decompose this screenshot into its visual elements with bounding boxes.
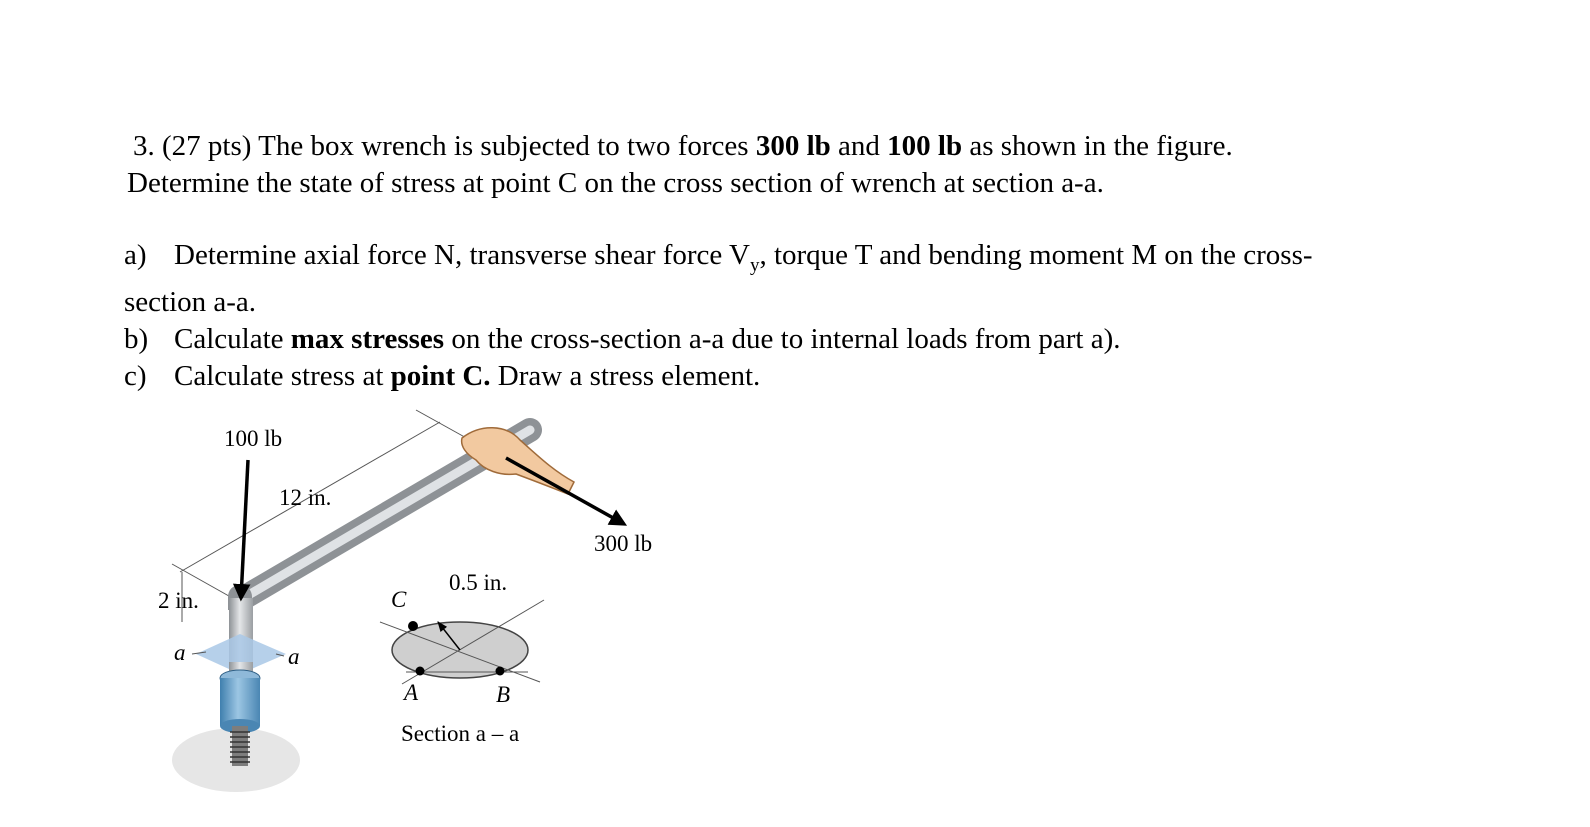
question-b-pre: Calculate <box>174 322 291 355</box>
question-a-text-post: , torque T and bending moment M on the cross- <box>759 239 1313 271</box>
label-point-c: C <box>391 587 407 612</box>
label-section-a-right: a <box>288 644 300 669</box>
dimension-extension-top <box>416 410 470 440</box>
problem-line-1 <box>127 128 1527 165</box>
hand-icon <box>462 428 574 494</box>
question-c <box>124 358 1524 395</box>
force-100-arrow <box>241 460 248 598</box>
force-300-bold: 300 lb <box>755 130 831 162</box>
label-300-lb: 300 lb <box>594 531 653 556</box>
question-c-pre: Calculate stress at <box>174 359 391 392</box>
question-b-post: on the cross-section a-a due to internal loads from part a). <box>444 322 1121 355</box>
force-300-arrow <box>506 458 624 524</box>
label-2-in: 2 in. <box>158 588 199 613</box>
point-c-marker <box>408 621 418 631</box>
wrench-drawing <box>0 400 720 820</box>
question-a <box>124 237 1524 284</box>
label-point-a: A <box>404 680 419 705</box>
figure-caption: Section a – a <box>401 721 520 746</box>
problem-text-and: and <box>830 130 888 162</box>
problem-text: 3. (27 pts) The box wrench is subjected to two forces <box>133 130 756 162</box>
question-b <box>124 321 1524 358</box>
question-b-text <box>174 321 1524 358</box>
problem-text-end: as shown in the figure. <box>962 130 1233 162</box>
max-stresses-bold: max stresses <box>290 322 445 355</box>
label-point-b: B <box>496 682 511 707</box>
label-0-5-in: 0.5 in. <box>449 570 508 595</box>
question-c-text <box>174 358 1524 395</box>
point-b-marker <box>496 667 505 676</box>
problem-line-2: Determine the state of stress at point C on the cross section of wrench at section a-a. <box>127 167 1104 199</box>
label-12-in: 12 in. <box>279 485 332 510</box>
point-c-bold: point C. <box>390 359 491 392</box>
bolt-thread-ridges <box>230 732 250 762</box>
socket-body <box>220 678 260 726</box>
label-section-a-left: a <box>174 640 186 665</box>
question-list <box>124 237 1524 395</box>
label-100-lb: 100 lb <box>224 426 283 451</box>
question-a-text <box>174 237 1524 284</box>
point-a-marker <box>416 667 425 676</box>
question-a-continuation: section a-a. <box>124 285 257 318</box>
wrench-figure <box>0 400 720 820</box>
question-c-label: c) <box>124 359 147 392</box>
problem-statement <box>127 128 1527 202</box>
question-c-post: Draw a stress element. <box>490 359 761 392</box>
force-100-bold: 100 lb <box>887 130 963 162</box>
question-a-text-pre: Determine axial force N, transverse shear force V <box>174 239 750 271</box>
question-b-label: b) <box>124 322 149 355</box>
question-a-label: a) <box>124 239 147 271</box>
subscript-y: y <box>749 254 760 276</box>
